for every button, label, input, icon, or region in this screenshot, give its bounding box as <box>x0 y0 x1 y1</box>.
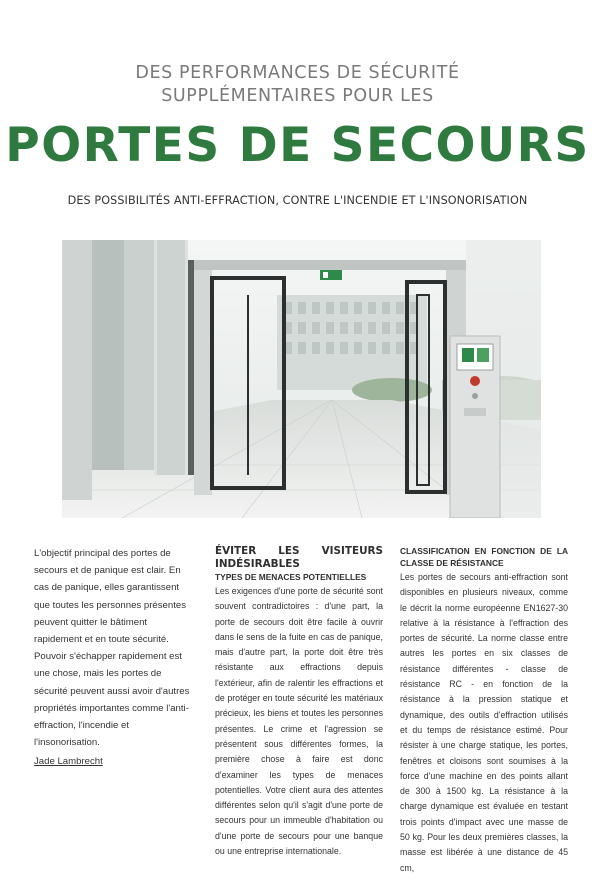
emergency-exit-icon <box>462 348 474 362</box>
intro-text: L'objectif principal des portes de secours et de panique est clair. En cas de panique, elles garantissent que toutes les personnes présentes peuvent quitter le bâtiment rapidement et en toute sécurité. Pouvoir s'échapper rapidement est une chose, mais les portes de sécurité peuvent aussi avoir d'autres propriétés importantes comme l'anti-effraction, l'incendie et l'insonorisation. <box>34 548 190 749</box>
kicker-line-2: SUPPLÉMENTAIRES POUR LES <box>161 86 434 106</box>
emergency-button-icon <box>470 376 480 386</box>
section-text: Les exigences d'une porte de sécurité sont souvent contradictoires : d'une part, la porte de secours doit être facile à ouvrir dans le sens de la fuite en cas de panique, mais d'autre part, la porte doit être très résistante aux effractions depuis l'extérieur, afin de ralentir les effractions et de protéger en toute sécurité les matériaux précieux, les biens et toutes les personnes présentes. Le crime et l'agression se présentent sous différentes formes, la première chose à faire est donc d'examiner les types de menaces potentielles. Votre client aura des attentes différentes selon qu'il s'agit d'une porte de secours pour un immeuble d'habitation ou d'une porte de secours pour une banque ou une entreprise internationale. <box>215 586 383 857</box>
section-heading: CLASSIFICATION EN FONCTION DE LA CLASSE DE RÉSISTANCE <box>400 546 568 568</box>
emergency-door-illustration <box>62 240 541 518</box>
author-name: Jade Lambrecht <box>34 756 103 768</box>
page-subtitle: DES POSSIBILITÉS ANTI-EFFRACTION, CONTRE L'INCENDIE ET L'INSONORISATION <box>67 194 528 207</box>
section-text: Les portes de secours anti-effraction sont disponibles en plusieurs niveaux, comme le décrit la norme européenne EN1627-30 relative à la résistance à l'effraction des portes de sécurité. La norme classe entre autres les portes en six classes de résistance différentes - classe de résistance RC - en fonction de la résistance à la pression statique et dynamique, des outils d'effraction utilisés et du temps de résistance estimé. Pour résister à une charge statique, les portes, fenêtres et cloisons sont soumises à la force d'une machine en des points allant de 300 à 1500 kg. La résistance à la charge dynamique est évaluée en testant trois points d'impact avec une masse de 50 kg. Pour les deux premières classes, la masse est libérée à une distance de 45 cm, <box>400 572 568 873</box>
page-title: PORTES DE SECOURS <box>5 118 590 173</box>
classification-column <box>400 545 568 876</box>
section-subheading: TYPES DE MENACES POTENTIELLES <box>215 572 367 582</box>
emergency-door-photo <box>62 240 541 518</box>
threats-column <box>215 545 383 859</box>
kicker-line-1: DES PERFORMANCES DE SÉCURITÉ <box>135 63 460 83</box>
intro-column <box>34 545 196 771</box>
section-heading: ÉVITER LES VISITEURS INDÉSIRABLES <box>215 545 383 570</box>
